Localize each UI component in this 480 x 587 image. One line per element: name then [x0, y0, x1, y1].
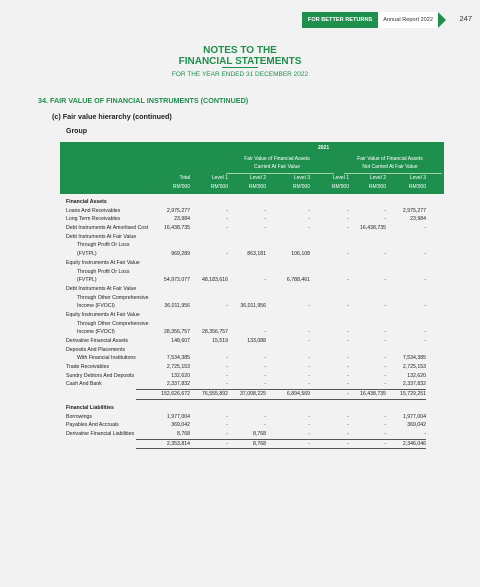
table-row	[66, 276, 444, 285]
cell-value: -	[347, 364, 349, 371]
table-row	[66, 285, 444, 294]
table-row	[66, 380, 444, 389]
cell-value: -	[347, 303, 349, 310]
cell-value: -	[384, 440, 386, 447]
report-header-bar	[302, 12, 446, 28]
table-row	[66, 268, 444, 277]
cell-value: -	[347, 207, 349, 214]
header-fv-not-sub: Not Carried At Fair Value	[362, 164, 418, 170]
table-row	[66, 346, 444, 355]
header-col-5: Level 1	[332, 175, 349, 181]
cell-value: -	[384, 277, 386, 284]
cell-value: -	[226, 251, 228, 258]
cell-value: 7,534,385	[166, 355, 190, 362]
cell-value: -	[347, 413, 349, 420]
row-label: Loans And Receivables	[66, 207, 121, 214]
cell-value: -	[347, 216, 349, 223]
row-label: (FVTPL)	[77, 277, 97, 284]
table-row	[66, 207, 444, 216]
cell-value: 6,894,569	[286, 391, 310, 398]
table-row	[66, 421, 444, 430]
cell-value: -	[308, 413, 310, 420]
header-group-rule	[344, 173, 442, 174]
table-row	[66, 215, 444, 224]
cell-value: 152,626,672	[161, 391, 190, 398]
cell-value: -	[347, 381, 349, 388]
cell-value: 2,725,153	[166, 364, 190, 371]
header-unit-3: RM'000	[248, 184, 266, 190]
cell-value: 8,768	[177, 430, 190, 437]
row-label: Through Other Comprehensive	[77, 320, 149, 327]
cell-value: -	[226, 216, 228, 223]
cell-value: 23,984	[174, 216, 190, 223]
row-label: Sundry Debtors And Deposits	[66, 372, 135, 379]
cell-value: -	[384, 251, 386, 258]
cell-value: -	[308, 329, 310, 336]
row-label: Equity Instruments At Fair Value	[66, 311, 140, 318]
cell-value: 148,607	[171, 338, 190, 344]
cell-value: -	[347, 338, 349, 344]
cell-value: -	[264, 225, 266, 232]
cell-value: 36,011,956	[240, 303, 266, 310]
cell-value: -	[226, 207, 228, 214]
cell-value: -	[226, 225, 228, 232]
cell-value: -	[384, 303, 386, 310]
table-row	[66, 354, 444, 363]
cell-value: -	[226, 440, 228, 447]
cell-value: -	[347, 440, 349, 447]
cell-value: 16,438,735	[360, 391, 386, 398]
cell-value: -	[384, 422, 386, 429]
cell-value: -	[347, 329, 349, 336]
cell-value: 2,725,153	[402, 364, 426, 371]
header-unit-6: RM'000	[368, 184, 386, 190]
page-subtitle: FOR THE YEAR ENDED 31 DECEMBER 2022	[171, 71, 309, 78]
cell-value: 132,620	[407, 372, 426, 379]
table-row	[66, 328, 444, 337]
header-group-rule	[226, 173, 334, 174]
header-col-1: Total	[179, 175, 190, 181]
table-row	[66, 241, 444, 250]
cell-value: 1,977,004	[166, 413, 190, 420]
row-label: Trade Receivables	[66, 364, 110, 371]
cell-value: -	[226, 372, 228, 379]
cell-value: 133,088	[247, 338, 266, 344]
table-row	[66, 198, 444, 207]
cell-value: -	[264, 422, 266, 429]
cell-value: -	[384, 381, 386, 388]
cell-value: 2,975,277	[402, 207, 426, 214]
row-label: Borrowings	[66, 413, 92, 420]
cell-value: -	[347, 355, 349, 362]
cell-value: -	[226, 303, 228, 310]
cell-value: -	[424, 329, 426, 336]
cell-value: 969,289	[171, 251, 190, 258]
cell-value: 15,519	[212, 338, 228, 344]
row-label: Income (FVOCI)	[77, 303, 115, 310]
row-label: Through Profit Or Loss	[77, 268, 130, 275]
cell-value: -	[226, 381, 228, 388]
cell-value: -	[264, 277, 266, 284]
cell-value: 863,181	[247, 251, 266, 258]
table-row	[66, 250, 444, 259]
cell-value: -	[226, 355, 228, 362]
total-row	[136, 439, 426, 450]
report-name: Annual Report 2022	[378, 12, 438, 28]
header-unit-4: RM'000	[292, 184, 310, 190]
cell-value: -	[347, 225, 349, 232]
cell-value: -	[308, 372, 310, 379]
cell-value: 6,788,461	[286, 277, 310, 284]
cell-value: -	[308, 381, 310, 388]
cell-value: -	[308, 303, 310, 310]
cell-value: 28,356,757	[202, 329, 228, 336]
header-fv-at: Fair Value of Financial Assets	[244, 156, 310, 162]
cell-value: -	[424, 430, 426, 437]
cell-value: -	[308, 207, 310, 214]
row-label: Deposits And Placements	[66, 346, 126, 353]
cell-value: -	[308, 430, 310, 437]
cell-value: 2,337,832	[402, 381, 426, 388]
cell-value: -	[424, 251, 426, 258]
cell-value: 2,346,046	[402, 440, 426, 447]
cell-value: 2,353,814	[166, 440, 190, 447]
row-label: Derivative Financial Assets	[66, 338, 128, 344]
header-unit-1: RM'000	[172, 184, 190, 190]
cell-value: -	[384, 216, 386, 223]
row-label: Derivative Financial Liabilities	[66, 430, 135, 437]
table-row	[66, 311, 444, 320]
cell-value: -	[308, 355, 310, 362]
cell-value: 37,008,225	[240, 391, 266, 398]
cell-value: -	[347, 430, 349, 437]
row-label: Through Other Comprehensive	[77, 294, 149, 301]
cell-value: -	[347, 372, 349, 379]
row-label: Financial Liabilities	[66, 404, 114, 411]
cell-value: -	[384, 372, 386, 379]
cell-value: -	[308, 216, 310, 223]
cell-value: -	[347, 251, 349, 258]
row-label: Financial Assets	[66, 199, 107, 205]
header-col-7: Level 3	[409, 175, 426, 181]
header-unit-2: RM'000	[210, 184, 228, 190]
cell-value: -	[384, 207, 386, 214]
cell-value: 7,534,385	[402, 355, 426, 362]
cell-value: -	[347, 422, 349, 429]
arrow-icon	[438, 12, 446, 28]
cell-value: 28,356,757	[164, 329, 190, 336]
cell-value: -	[308, 422, 310, 429]
cell-value: 54,972,077	[164, 277, 190, 284]
row-label: Through Profit Or Loss	[77, 242, 130, 249]
cell-value: -	[226, 364, 228, 371]
section-heading: 34. FAIR VALUE OF FINANCIAL INSTRUMENTS (CONTINUED)	[38, 96, 249, 105]
header-fv-at-sub: Carried At Fair Value	[253, 164, 301, 170]
cell-value: -	[384, 413, 386, 420]
cell-value: -	[384, 430, 386, 437]
cell-value: -	[384, 355, 386, 362]
page-title	[0, 46, 480, 67]
fair-value-table	[66, 198, 444, 449]
cell-value: -	[384, 329, 386, 336]
cell-value: 48,183,616	[202, 277, 228, 284]
group-label: Group	[66, 128, 87, 135]
cell-value: 16,438,735	[164, 225, 190, 232]
report-tagline: FOR BETTER RETURNS	[302, 12, 378, 28]
cell-value: 369,042	[407, 422, 426, 429]
cell-value: 76,555,892	[202, 391, 228, 398]
header-col-2: Level 1	[211, 175, 228, 181]
page-title-line-2: FINANCIAL STATEMENTS	[178, 55, 302, 67]
header-year: 2021	[318, 145, 330, 151]
row-label: Income (FVOCI)	[77, 329, 115, 336]
cell-value: -	[264, 381, 266, 388]
cell-value: -	[424, 277, 426, 284]
cell-value: -	[264, 372, 266, 379]
cell-value: 15,729,251	[400, 391, 426, 398]
table-header	[60, 142, 444, 194]
row-label: Debt Instruments At Fair Value	[66, 285, 137, 292]
cell-value: 2,975,277	[166, 207, 190, 214]
cell-value: 36,011,956	[164, 303, 190, 310]
table-row	[66, 302, 444, 311]
table-row	[66, 404, 444, 413]
cell-value: -	[308, 440, 310, 447]
title-divider	[222, 67, 258, 68]
table-row	[66, 413, 444, 422]
header-col-3: Level 2	[249, 175, 266, 181]
cell-value: -	[347, 391, 349, 398]
header-col-4: Level 3	[293, 175, 310, 181]
cell-value: -	[226, 422, 228, 429]
row-label: (FVTPL)	[77, 251, 97, 258]
row-label: With Financial Institutions	[77, 355, 136, 362]
subsection-heading: (c) Fair value hierarchy (continued)	[52, 112, 172, 121]
cell-value: -	[308, 364, 310, 371]
cell-value: -	[424, 338, 426, 344]
cell-value: 369,042	[171, 422, 190, 429]
cell-value: -	[384, 338, 386, 344]
cell-value: 8,768	[253, 430, 266, 437]
table-row	[66, 337, 444, 346]
cell-value: -	[226, 413, 228, 420]
row-label: Long Term Receivables	[66, 216, 121, 223]
table-row	[66, 372, 444, 381]
row-label: Cash And Bank	[66, 381, 102, 388]
page-number: 247	[459, 14, 472, 23]
table-row	[66, 233, 444, 242]
table-row	[66, 259, 444, 268]
header-fv-not: Fair Value of Financial Assets	[357, 156, 423, 162]
header-col-6: Level 2	[369, 175, 386, 181]
cell-value: -	[264, 413, 266, 420]
cell-value: -	[264, 364, 266, 371]
table-row	[66, 363, 444, 372]
table-row	[66, 294, 444, 303]
table-row	[66, 224, 444, 233]
cell-value: 1,977,004	[402, 413, 426, 420]
cell-value: 8,768	[253, 440, 266, 447]
cell-value: -	[264, 355, 266, 362]
row-label: Payables And Accruals	[66, 422, 119, 429]
table-row	[66, 320, 444, 329]
cell-value: 132,620	[171, 372, 190, 379]
header-unit-5: RM'000	[331, 184, 349, 190]
row-label: Equity Instruments At Fair Value	[66, 259, 140, 266]
cell-value: -	[424, 225, 426, 232]
cell-value: -	[264, 207, 266, 214]
cell-value: -	[424, 303, 426, 310]
cell-value: 2,337,832	[166, 381, 190, 388]
row-label: Debt Instruments At Fair Value	[66, 233, 137, 240]
header-unit-7: RM'000	[408, 184, 426, 190]
cell-value: -	[226, 430, 228, 437]
row-label: Debt Instruments At Amortised Cost	[66, 225, 149, 232]
cell-value: -	[347, 277, 349, 284]
cell-value: 23,984	[410, 216, 426, 223]
cell-value: -	[264, 329, 266, 336]
cell-value: -	[384, 364, 386, 371]
page-title-line-1: NOTES TO THE	[203, 45, 277, 56]
cell-value: -	[308, 338, 310, 344]
table-row	[66, 430, 444, 439]
cell-value: -	[308, 225, 310, 232]
cell-value: 106,108	[291, 251, 310, 258]
cell-value: 16,438,735	[360, 225, 386, 232]
total-row	[136, 389, 426, 400]
cell-value: -	[264, 216, 266, 223]
